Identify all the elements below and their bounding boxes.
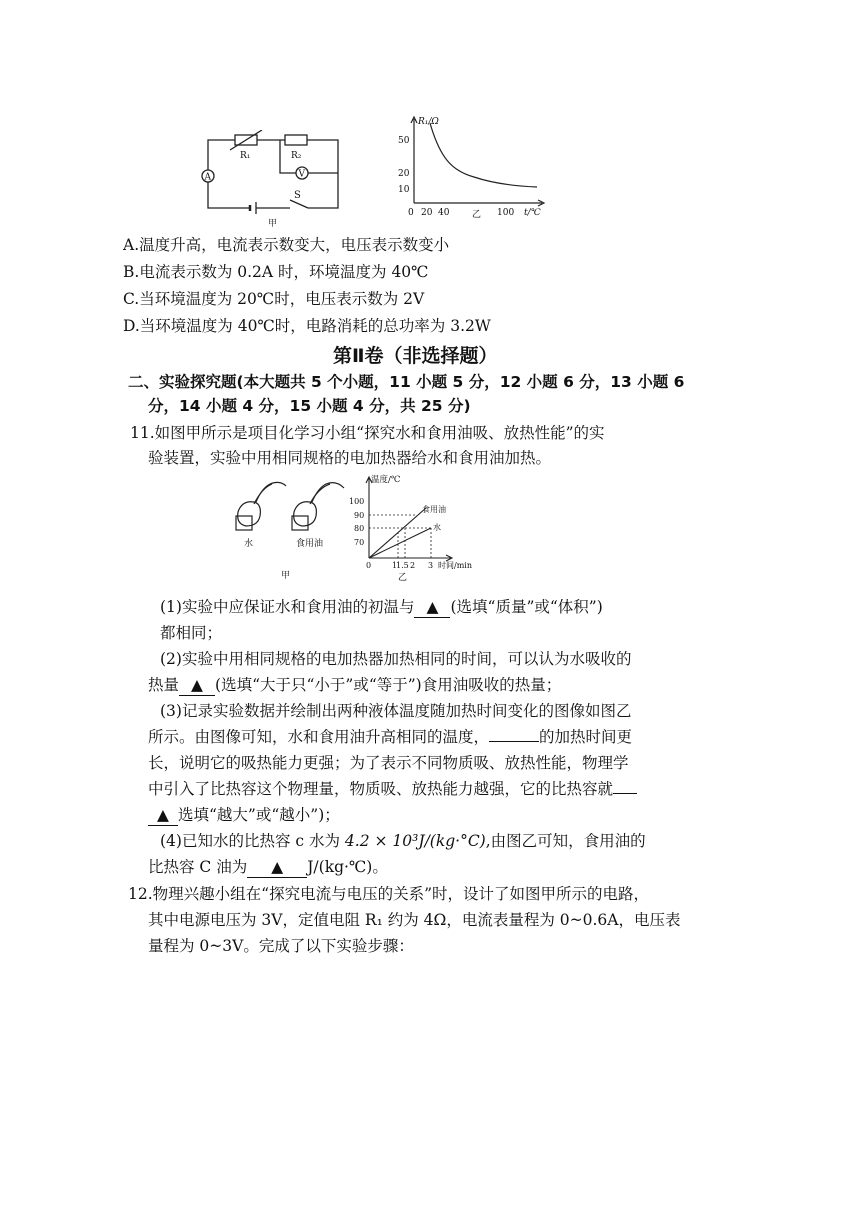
q11-part2-text-c: (选填“大于只“小于”或“等于”)食用油吸收的热量； [215, 676, 562, 694]
y-tick-10: 10 [398, 185, 410, 195]
x-tick-0: 0 [408, 208, 414, 218]
figure-caption-jia-2: 甲 [281, 571, 291, 581]
switch-label: S [294, 190, 301, 201]
graph-water-line-label: 水 [433, 523, 441, 532]
q11-part3-text-b2: 的加热时间更 [539, 728, 633, 746]
q11-intro-line2: 验装置，实验中用相同规格的电加热器给水和食用油加热。 [148, 449, 552, 467]
x-tick-1-5: 1.5 [396, 561, 409, 570]
q11-part1-line1 [160, 597, 603, 618]
choice-a: A.温度升高，电流表示数变大，电压表示数变小 [123, 236, 450, 254]
choice-b: B.电流表示数为 0.2A 时，环境温度为 40℃ [123, 263, 429, 281]
y-tick-90: 90 [354, 511, 365, 520]
y-tick-20: 20 [398, 169, 410, 179]
q11-part4-text-a2: ,由图乙可知，食用油的 [485, 832, 646, 850]
section2-heading-line2: 分，14 小题 4 分，15 小题 4 分，共 25 分) [148, 397, 471, 415]
choice-d: D.当环境温度为 40℃时，电路消耗的总功率为 3.2W [123, 317, 491, 335]
q11-part4-text-b1: 比热容 C 油为 [148, 858, 248, 876]
x-tick-2: 2 [410, 561, 416, 570]
q11-part4-text-a1: (4)已知水的比热容 c 水为 [160, 832, 345, 850]
q11-part3-blank2-start[interactable] [613, 793, 637, 794]
y-tick-80: 80 [354, 524, 365, 533]
oil-apparatus [292, 483, 344, 530]
specific-heat-formula: 4.2 × 10³J/(kg·°C) [344, 832, 486, 850]
graph-y-label: 温度/℃ [371, 475, 401, 485]
y-tick-50: 50 [398, 136, 410, 146]
graph-x-label: 时间/min [438, 561, 472, 570]
x-tick-20: 20 [421, 208, 433, 218]
q11-part4-text-b2: J/(kg·℃)。 [307, 858, 388, 876]
q11-intro-line1: 11.如图甲所示是项目化学习小组“探究水和食用油吸、放热性能”的实 [130, 424, 605, 442]
q11-part3-blank2[interactable] [148, 805, 178, 826]
figure-caption-jia: 甲 [268, 219, 278, 229]
q11-part1-text-b: (选填“质量”或“体积”) [450, 598, 603, 616]
resistance-temperature-graph [392, 113, 557, 221]
circuit-diagram-jia [190, 130, 360, 230]
q11-part3-line2 [148, 727, 632, 747]
q11-part3-line1: (3)记录实验数据并绘制出两种液体温度随加热时间变化的图像如图乙 [160, 702, 632, 720]
y-tick-70: 70 [354, 538, 365, 547]
label-oil: 食用油 [296, 539, 324, 549]
q11-part3-text-e: 选填“越大”或“越小”)； [178, 806, 340, 824]
x-tick-3: 3 [428, 561, 434, 570]
q11-part1-blank[interactable] [414, 597, 450, 618]
graph-oil-line-label: 食用油 [422, 505, 446, 514]
y-axis-label: R₁/Ω [418, 117, 439, 127]
r2-label: R₂ [291, 151, 302, 161]
part2-title: 第Ⅱ卷（非选择题） [333, 345, 498, 367]
x-tick-100: 100 [497, 208, 515, 218]
q11-part2-line2 [148, 675, 561, 696]
triangle-icon: ▲ [191, 676, 203, 694]
water-apparatus [236, 482, 286, 530]
label-water: 水 [244, 539, 254, 549]
figure-caption-yi: 乙 [472, 210, 482, 220]
x-tick-40: 40 [438, 208, 450, 218]
r1-label: R₁ [240, 151, 251, 161]
triangle-icon: ▲ [426, 598, 439, 616]
ammeter-symbol: A [204, 172, 211, 183]
q11-part4-blank[interactable] [247, 857, 307, 878]
q11-part3-text-b1: 所示。由图像可知，水和食用油升高相同的温度， [148, 728, 490, 746]
q11-part4-line2 [148, 857, 388, 878]
q12-line1: 12.物理兴趣小组在“探究电流与电压的关系”时，设计了如图甲所示的电路， [128, 885, 650, 903]
q12-line2: 其中电源电压为 3V，定值电阻 R₁ 约为 4Ω，电流表量程为 0~0.6A，电压表 [148, 911, 681, 929]
triangle-icon: ▲ [157, 806, 169, 824]
q11-part4-line1 [160, 831, 646, 851]
q11-part3-line5 [148, 805, 340, 826]
y-tick-100: 100 [349, 497, 365, 506]
q11-part3-line4 [148, 779, 637, 799]
q11-part2-blank[interactable] [179, 675, 215, 696]
x-tick-0b: 0 [366, 561, 372, 570]
choice-c: C.当环境温度为 20℃时，电压表示数为 2V [123, 290, 425, 308]
q11-part3-blank1[interactable] [489, 741, 539, 742]
section2-heading-line1: 二、实验探究题(本大题共 5 个小题，11 小题 5 分，12 小题 6 分，13 小题 6 [128, 373, 685, 391]
q12-line3: 量程为 0~3V。完成了以下实验步骤： [148, 937, 414, 955]
q11-part3-line3: 长，说明它的吸热能力更强；为了表示不同物质吸、放热性能，物理学 [148, 754, 629, 772]
x-axis-label: t/℃ [524, 208, 541, 218]
figure-caption-yi-2: 乙 [398, 573, 408, 583]
q11-part2-text-b: 热量 [148, 676, 180, 694]
heating-experiment-figure [226, 470, 486, 586]
x-tick-1: 1 [392, 561, 398, 570]
q11-part1-text-a: (1)实验中应保证水和食用油的初温与 [160, 598, 415, 616]
q11-part2-line1: (2)实验中用相同规格的电加热器加热相同的时间，可以认为水吸收的 [160, 650, 632, 668]
voltmeter-symbol: V [298, 169, 305, 180]
q11-part3-text-d: 中引入了比热容这个物理量，物质吸、放热能力越强，它的比热容就 [148, 780, 614, 798]
q11-part1-line2: 都相同； [160, 624, 223, 642]
triangle-icon: ▲ [271, 858, 284, 876]
